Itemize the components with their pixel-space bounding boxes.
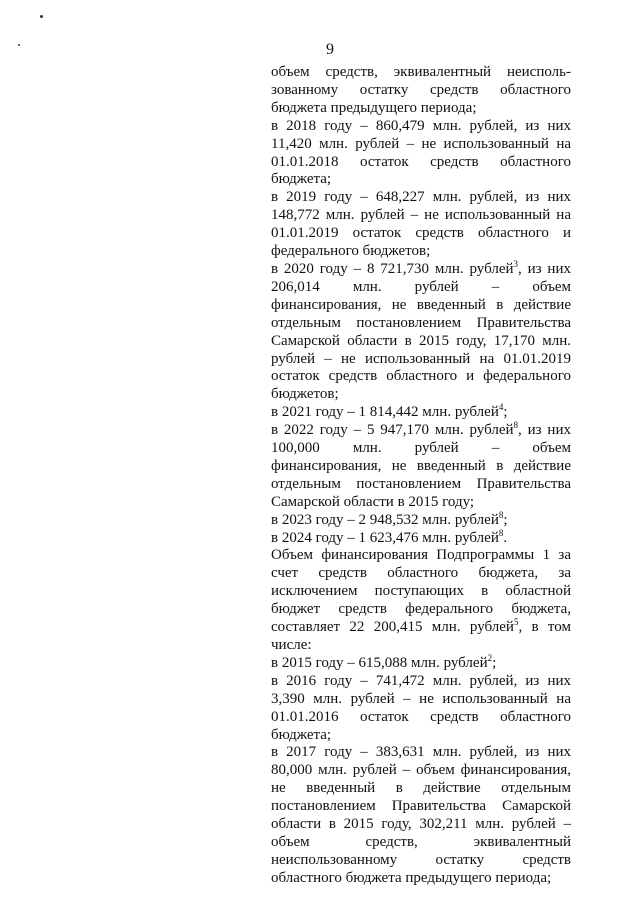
text-line bbox=[271, 727, 571, 745]
line-text: 01.01.2019 остаток средств областного и bbox=[271, 225, 571, 242]
line-text-tail: , из них bbox=[518, 422, 571, 439]
line-text: отдельным постановлением Правительства bbox=[271, 314, 571, 331]
line-text: объем средств, эквивалентный bbox=[271, 833, 571, 850]
paragraph bbox=[271, 422, 571, 512]
line-text: областного бюджета предыдущего периода; bbox=[271, 869, 552, 886]
text-line bbox=[271, 494, 571, 512]
paragraph bbox=[271, 404, 571, 422]
text-line bbox=[271, 315, 571, 333]
text-line bbox=[271, 171, 571, 189]
line-text: 100,000 млн. рублей – объем bbox=[271, 440, 571, 457]
paragraph bbox=[271, 118, 571, 190]
text-line bbox=[271, 368, 571, 386]
line-text: области в 2015 году, 302,211 млн. рублей – bbox=[271, 816, 571, 833]
line-text: счет средств областного бюджета, за bbox=[271, 565, 571, 582]
line-text: в 2020 году – 8 721,730 млн. рублей bbox=[271, 260, 514, 277]
text-line bbox=[271, 422, 571, 440]
line-text: Объем финансирования Подпрограммы 1 за bbox=[271, 547, 571, 564]
line-text: не введенный в действие отдельным bbox=[271, 780, 571, 797]
footnote-marker: 5 bbox=[513, 617, 519, 628]
line-text: 01.01.2018 остаток средств областного bbox=[271, 153, 571, 170]
line-text-tail: . bbox=[503, 529, 508, 546]
line-text: в 2018 году – 860,479 млн. рублей, из них bbox=[271, 117, 571, 134]
line-text: финансирования, не введенный в действие bbox=[271, 457, 571, 474]
paragraph bbox=[271, 64, 571, 118]
text-line bbox=[271, 64, 571, 82]
text-line bbox=[271, 351, 571, 369]
scan-speck bbox=[40, 15, 43, 18]
line-text: Самарской области в 2015 году; bbox=[271, 493, 475, 510]
paragraph bbox=[271, 744, 571, 887]
text-line bbox=[271, 243, 571, 261]
text-line bbox=[271, 601, 571, 619]
text-line bbox=[271, 565, 571, 583]
line-text-tail: , из них bbox=[518, 260, 571, 277]
paragraph bbox=[271, 547, 571, 654]
paragraph bbox=[271, 509, 571, 530]
text-line bbox=[271, 154, 571, 172]
line-text: в 2022 году – 5 947,170 млн. рублей bbox=[271, 422, 514, 439]
text-line bbox=[271, 82, 571, 100]
text-line bbox=[271, 691, 571, 709]
text-line bbox=[271, 762, 571, 780]
footnote-marker: 4 bbox=[498, 402, 504, 413]
footnote-marker: 8 bbox=[498, 509, 504, 520]
line-text: 3,390 млн. рублей – не использованный на bbox=[271, 690, 571, 707]
line-text: 148,772 млн. рублей – не использованный на bbox=[271, 207, 571, 224]
line-text: исключением поступающих в областной bbox=[271, 583, 571, 600]
line-text-tail: ; bbox=[503, 511, 508, 528]
text-line bbox=[271, 780, 571, 798]
line-text: отдельным постановлением Правительства bbox=[271, 475, 571, 492]
text-line bbox=[271, 673, 571, 691]
text-line bbox=[271, 744, 571, 762]
text-line bbox=[271, 509, 571, 530]
text-line bbox=[271, 870, 571, 888]
text-line bbox=[271, 118, 571, 136]
text-line bbox=[271, 386, 571, 404]
text-line bbox=[271, 458, 571, 476]
line-text: постановлением Правительства Самарской bbox=[271, 798, 571, 815]
text-line bbox=[271, 297, 571, 315]
text-line bbox=[271, 583, 571, 601]
line-text: федерального бюджетов; bbox=[271, 243, 431, 260]
footnote-marker: 2 bbox=[487, 652, 493, 663]
line-text: зованному остатку средств областного bbox=[271, 81, 571, 98]
line-text: числе: bbox=[271, 637, 312, 653]
line-text: 80,000 млн. рублей – объем финансирования, bbox=[271, 762, 571, 779]
text-line bbox=[271, 333, 571, 351]
text-line bbox=[271, 207, 571, 225]
footnote-marker: 3 bbox=[513, 258, 519, 269]
line-text: в 2023 году – 2 948,532 млн. рублей bbox=[271, 511, 499, 528]
text-line bbox=[271, 709, 571, 727]
line-text-tail: ; bbox=[492, 654, 497, 671]
page-number: 9 bbox=[326, 41, 334, 58]
footnote-marker: 8 bbox=[498, 527, 504, 538]
paragraph bbox=[271, 189, 571, 261]
line-text: бюджета; bbox=[271, 171, 332, 188]
line-text: бюджета; bbox=[271, 726, 332, 743]
line-text: в 2024 году – 1 623,476 млн. рублей bbox=[271, 529, 499, 546]
line-text: неиспользованному остатку средств bbox=[271, 851, 571, 868]
text-line bbox=[271, 834, 571, 852]
text-line bbox=[271, 404, 571, 422]
line-text-tail: , в том bbox=[518, 619, 571, 636]
text-line bbox=[271, 547, 571, 565]
text-line bbox=[271, 852, 571, 870]
line-text: остаток средств областного и федерального bbox=[271, 368, 571, 385]
text-line bbox=[271, 225, 571, 243]
text-line bbox=[271, 189, 571, 207]
text-line bbox=[271, 637, 571, 655]
line-text: 206,014 млн. рублей – объем bbox=[271, 278, 571, 295]
line-text: 11,420 млн. рублей – не использованный на bbox=[271, 135, 571, 152]
paragraph bbox=[271, 258, 571, 404]
line-text: в 2017 году – 383,631 млн. рублей, из них bbox=[271, 744, 571, 761]
line-text: финансирования, не введенный в действие bbox=[271, 296, 571, 313]
line-text: в 2021 году – 1 814,442 млн. рублей bbox=[271, 404, 499, 421]
text-line bbox=[271, 798, 571, 816]
line-text: 01.01.2016 остаток средств областного bbox=[271, 708, 571, 725]
text-line bbox=[271, 652, 571, 673]
line-text: объем средств, эквивалентный неисполь- bbox=[271, 64, 571, 80]
line-text: в 2016 году – 741,472 млн. рублей, из них bbox=[271, 672, 571, 689]
text-line bbox=[271, 258, 571, 279]
line-text: бюджет средств федерального бюджета, bbox=[271, 601, 571, 618]
line-text: в 2019 году – 648,227 млн. рублей, из них bbox=[271, 189, 571, 206]
text-line bbox=[271, 440, 571, 458]
line-text: рублей – не использованный на 01.01.2019 bbox=[271, 350, 571, 367]
text-line bbox=[271, 136, 571, 154]
text-line bbox=[271, 816, 571, 834]
paragraph bbox=[271, 652, 571, 673]
paragraph bbox=[271, 673, 571, 745]
line-text: Самарской области в 2015 году, 17,170 млн. bbox=[271, 332, 571, 349]
text-line bbox=[271, 476, 571, 494]
text-line bbox=[271, 100, 571, 118]
paragraph bbox=[271, 527, 571, 548]
line-text: бюджета предыдущего периода; bbox=[271, 99, 477, 116]
line-text: составляет 22 200,415 млн. рублей bbox=[271, 619, 514, 636]
line-text: бюджетов; bbox=[271, 386, 339, 403]
line-text-tail: ; bbox=[503, 404, 508, 421]
text-line bbox=[271, 527, 571, 548]
line-text: в 2015 году – 615,088 млн. рублей bbox=[271, 654, 488, 671]
text-line bbox=[271, 619, 571, 637]
text-line bbox=[271, 279, 571, 297]
footnote-marker: 8 bbox=[513, 420, 519, 431]
document-text-column bbox=[271, 64, 571, 888]
